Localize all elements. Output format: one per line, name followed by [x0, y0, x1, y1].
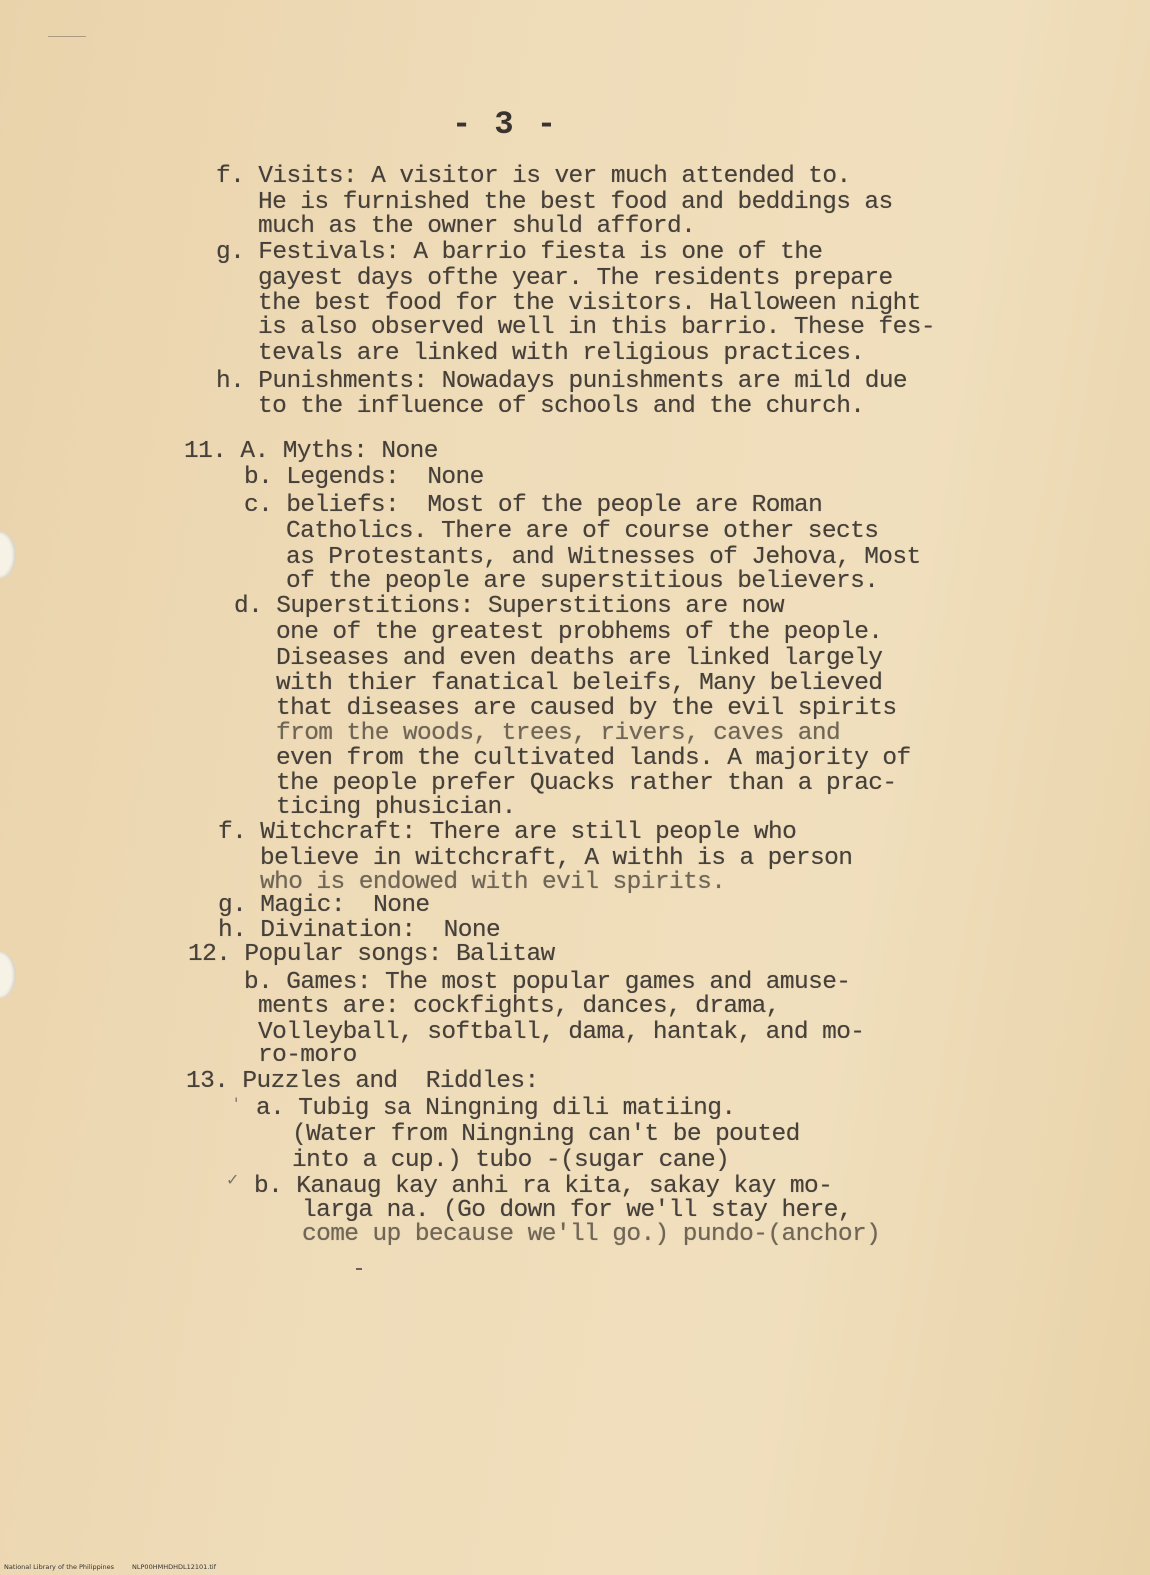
- text-line: g. Festivals: A barrio fiesta is one of the: [216, 239, 823, 266]
- stray-mark: [356, 1268, 362, 1270]
- text-line: gayest days ofthe year. The residents prepare: [258, 265, 893, 292]
- text-line: a. Tubig sa Ningning dili matiing.: [256, 1095, 736, 1122]
- text-line: who is endowed with evil spirits.: [260, 869, 726, 896]
- text-line: the best food for the visitors. Halloween night: [258, 290, 921, 317]
- text-line: ments are: cockfights, dances, drama,: [258, 993, 780, 1020]
- text-line: come up because we'll go.) pundo-(anchor): [302, 1221, 881, 1248]
- text-line: b. Kanaug kay anhi ra kita, sakay kay mo-: [254, 1173, 833, 1200]
- text-line: f. Visits: A visitor is ver much attended to.: [216, 163, 851, 190]
- text-line: believe in witchcraft, A withh is a person: [260, 845, 853, 872]
- text-line: (Water from Ningning can't be pouted: [292, 1121, 800, 1148]
- footer-source: National Library of the Philippines: [4, 1563, 115, 1571]
- text-line: f. Witchcraft: There are still people who: [218, 819, 797, 846]
- text-line: 12. Popular songs: Balitaw: [188, 941, 555, 968]
- text-line: into a cup.) tubo -(sugar cane): [292, 1147, 730, 1174]
- text-line: to the influence of schools and the church.: [258, 393, 865, 420]
- text-line: h. Punishments: Nowadays punishments are mild due: [216, 368, 908, 395]
- text-line: He is furnished the best food and beddings as: [258, 189, 893, 216]
- text-line: that diseases are caused by the evil spirits: [276, 695, 897, 722]
- text-line: 13. Puzzles and Riddles:: [186, 1068, 539, 1095]
- text-line: with thier fanatical beleifs, Many believed: [276, 670, 883, 697]
- check-mark-icon: ✓: [226, 1170, 240, 1189]
- text-line: h. Divination: None: [218, 917, 501, 944]
- text-line: Catholics. There are of course other sects: [286, 518, 879, 545]
- text-line: the people prefer Quacks rather than a prac-: [276, 770, 897, 797]
- text-line: b. Legends: None: [244, 464, 484, 491]
- text-line: much as the owner shuld afford.: [258, 213, 696, 240]
- text-line: as Protestants, and Witnesses of Jehova, Most: [286, 544, 921, 571]
- punch-hole: [0, 532, 16, 578]
- text-line: g. Magic: None: [218, 892, 430, 919]
- text-line: ticing phusician.: [276, 794, 516, 821]
- stray-mark: [48, 36, 86, 37]
- scan-footer: [4, 1563, 234, 1571]
- text-line: one of the greatest probhems of the people.: [276, 619, 883, 646]
- footer-file: NLP00HMHDHDL12101.tif: [132, 1563, 216, 1571]
- text-line: b. Games: The most popular games and amuse-: [244, 969, 851, 996]
- text-line: from the woods, trees, rivers, caves and: [276, 720, 841, 747]
- text-line: is also observed well in this barrio. These fes-: [258, 314, 935, 341]
- text-line: Diseases and even deaths are linked largely: [276, 645, 883, 672]
- page-number: - 3 -: [452, 106, 559, 143]
- text-line: Volleyball, softball, dama, hantak, and mo-: [258, 1019, 865, 1046]
- text-line: c. beliefs: Most of the people are Roman: [244, 492, 823, 519]
- text-line: even from the cultivated lands. A majority of: [276, 745, 911, 772]
- text-line: larga na. (Go down for we'll stay here,: [302, 1197, 852, 1224]
- text-line: tevals are linked with religious practices.: [258, 340, 865, 367]
- text-line: d. Superstitions: Superstitions are now: [234, 593, 784, 620]
- text-line: ro-moro: [258, 1042, 357, 1069]
- text-line: 11. A. Myths: None: [184, 438, 438, 465]
- punch-hole: [0, 952, 16, 998]
- text-line: of the people are superstitious believers.: [286, 568, 879, 595]
- tick-mark-icon: ': [234, 1094, 239, 1113]
